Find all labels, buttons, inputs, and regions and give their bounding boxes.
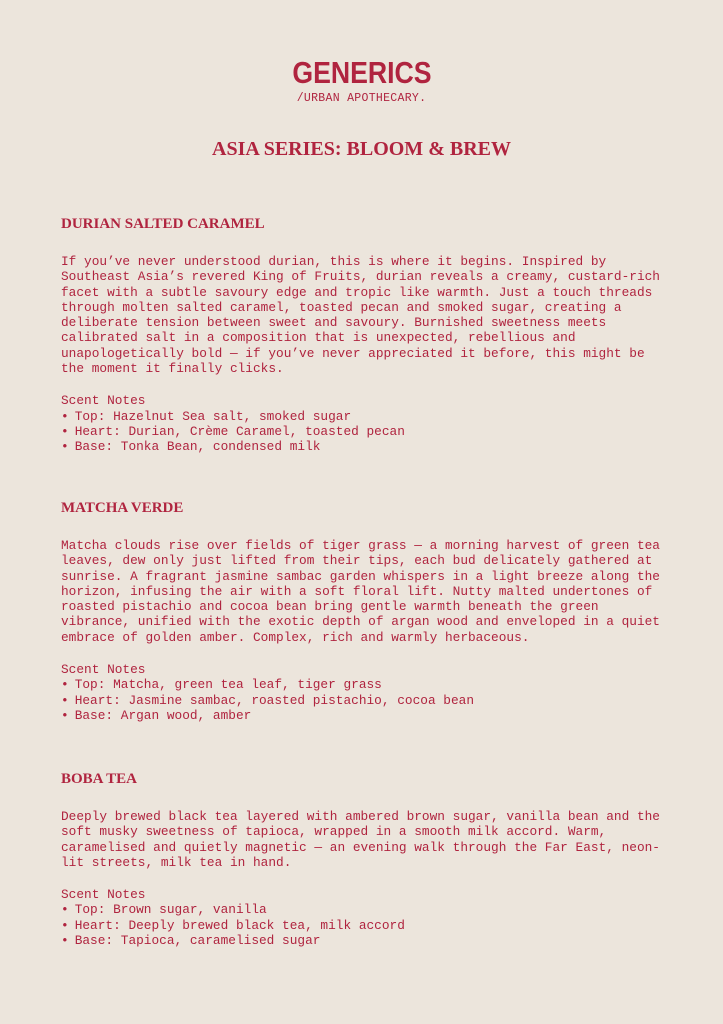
scent-notes bbox=[61, 393, 671, 454]
series-title: ASIA SERIES: BLOOM & BREW bbox=[212, 138, 511, 160]
bullet-icon: • bbox=[61, 902, 69, 918]
bullet-icon: • bbox=[61, 439, 69, 455]
bullet-icon: • bbox=[61, 707, 69, 723]
section-description: Deeply brewed black tea layered with ambered brown sugar, vanilla bean and the soft musky sweetness of tapioca, wrapped in a smooth milk accord. Warm, caramelised and quietly magnetic — an evening walk through the Far East, neon-lit streets, milk tea in hand. bbox=[61, 809, 660, 870]
section-matcha-verde bbox=[61, 498, 671, 723]
scent-note-item: • Top: Hazelnut Sea salt, smoked sugar bbox=[61, 408, 352, 424]
section-description: Matcha clouds rise over fields of tiger grass — a morning harvest of green tea leaves, dew only just lifted from their tips, each bud delicately gathered at sunrise. A fragrant jasmine sambac garden whispers in a light breeze along the horizon, infusing the air with a soft floral lift. Nutty malted undertones of roasted pistachio and cocoa bean bring gentle warmth beneath the green vibrance, unified with the exotic depth of argan wood and enveloped in a quiet embrace of golden amber. Complex, rich and warmly herbaceous. bbox=[61, 538, 660, 645]
scent-notes bbox=[61, 887, 671, 948]
section-boba-tea bbox=[61, 769, 671, 948]
section-title: DURIAN SALTED CARAMEL bbox=[61, 216, 265, 232]
section-durian-salted-caramel bbox=[61, 214, 671, 455]
scent-notes bbox=[61, 662, 671, 723]
scent-note-item: • Base: Tonka Bean, condensed milk bbox=[61, 439, 321, 455]
bullet-icon: • bbox=[61, 677, 69, 693]
brand-logo: GENERICS bbox=[291, 55, 432, 90]
section-title: MATCHA VERDE bbox=[61, 500, 184, 516]
scent-notes-label: Scent Notes bbox=[61, 887, 146, 903]
bullet-icon: • bbox=[61, 423, 69, 439]
scent-note-item: • Heart: Jasmine sambac, roasted pistachio, cocoa bean bbox=[61, 692, 475, 708]
scent-note-item: • Top: Brown sugar, vanilla bbox=[61, 902, 267, 918]
bullet-icon: • bbox=[61, 917, 69, 933]
scent-note-item: • Heart: Durian, Crème Caramel, toasted pecan bbox=[61, 423, 405, 439]
scent-note-item: • Base: Tapioca, caramelised sugar bbox=[61, 933, 321, 949]
bullet-icon: • bbox=[61, 692, 69, 708]
brand-header bbox=[0, 56, 723, 106]
scent-notes-label: Scent Notes bbox=[61, 393, 146, 409]
scent-note-item: • Heart: Deeply brewed black tea, milk accord bbox=[61, 917, 405, 933]
section-title: BOBA TEA bbox=[61, 771, 138, 787]
bullet-icon: • bbox=[61, 933, 69, 949]
section-description: If you’ve never understood durian, this is where it begins. Inspired by Southeast Asia’s revered King of Fruits, durian reveals a creamy, custard-rich facet with a subtle savoury edge and tropic like warmth. Just a touch threads through molten salted caramel, toasted pecan and smoked sugar, creating a deliberate tension between sweet and savoury. Burnished sweetness meets calibrated salt in a composition that is unexpected, rebellious and unapologetically bold — if you’ve never appreciated it before, this might be the moment it finally clicks. bbox=[61, 254, 660, 377]
scent-note-item: • Top: Matcha, green tea leaf, tiger grass bbox=[61, 677, 382, 693]
scent-notes-label: Scent Notes bbox=[61, 662, 146, 678]
scent-note-item: • Base: Argan wood, amber bbox=[61, 707, 252, 723]
brand-tagline: /URBAN APOTHECARY. bbox=[296, 92, 427, 105]
bullet-icon: • bbox=[61, 408, 69, 424]
